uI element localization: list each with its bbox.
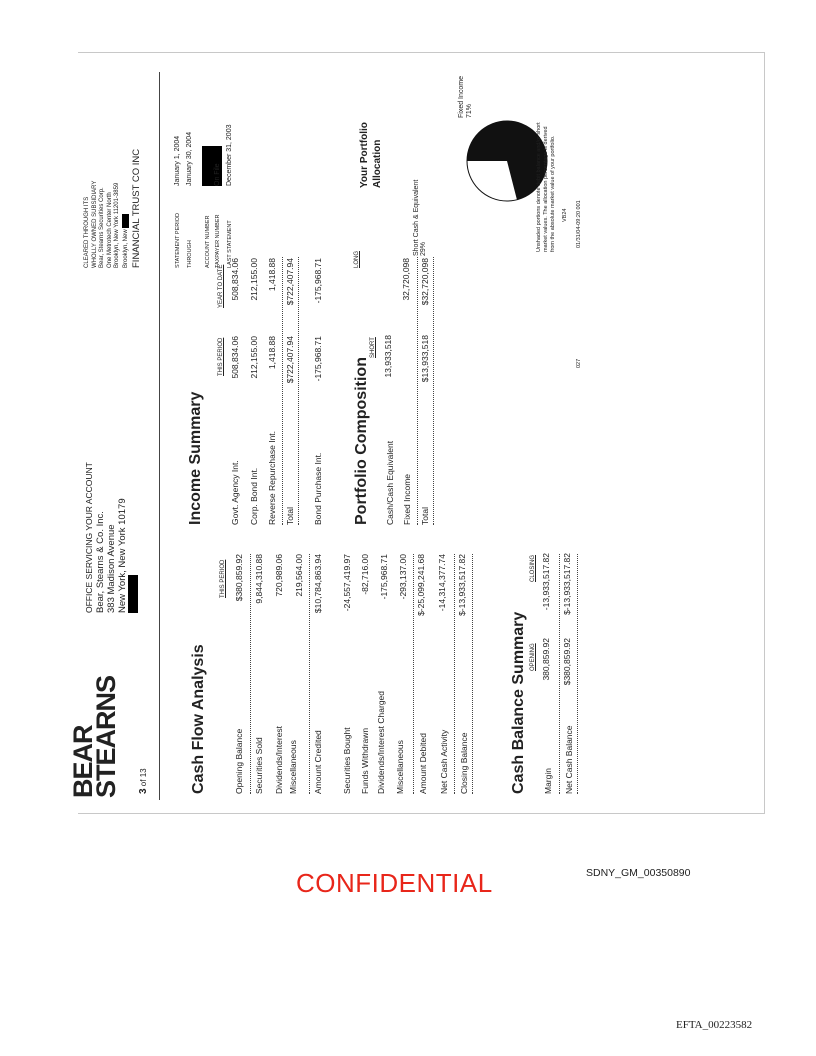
dotted-rule xyxy=(309,554,310,794)
cf-label-net: Net Cash Activity xyxy=(439,729,449,794)
note-line2: market values. The allocation percentage is derived xyxy=(543,126,549,252)
cb-closing-net: $-13,933,517.82 xyxy=(562,553,572,615)
page-number xyxy=(138,768,149,794)
cb-closing-margin: -13,933,517.82 xyxy=(541,553,551,611)
pc-label-fixed: Fixed Income xyxy=(402,473,412,525)
client-name: FINANCIAL TRUST CO INC xyxy=(131,148,143,268)
inc-ytd-total: $722,407.94 xyxy=(285,258,295,306)
redaction-bar xyxy=(128,575,138,613)
clearing-line3: Bear, Stearns Securities Corp. xyxy=(99,187,105,268)
cash-flow-col-header: THIS PERIOD xyxy=(220,559,226,598)
income-col-period: THIS PERIOD xyxy=(218,337,224,376)
inc-label-govt: Govt. Agency Int. xyxy=(230,460,240,525)
bates-number: SDNY_GM_00350890 xyxy=(586,867,691,879)
cf-value-opening: $380,859.92 xyxy=(234,554,244,602)
cf-label-sec-sold: Securities Sold xyxy=(254,737,264,794)
clearing-line1: CLEARED THROUGH ITS xyxy=(84,196,90,268)
legend-short xyxy=(413,180,427,256)
last-statement-label: LAST STATEMENT xyxy=(227,220,233,268)
cf-value-sec-sold: 9,844,310.88 xyxy=(254,554,264,604)
cb-opening-margin: 380,859.92 xyxy=(541,638,551,681)
dotted-rule xyxy=(298,257,299,525)
bear-stearns-logo xyxy=(68,675,121,798)
cf-label-sec-bought: Securities Bought xyxy=(342,727,352,794)
inc-label-repo: Reverse Repurchase Int. xyxy=(267,430,277,525)
clearing-line2: WHOLLY OWNED SUBSIDIARY xyxy=(91,180,98,268)
note-line1: Unshaded portions denote debit balance and/or short xyxy=(536,122,542,252)
inc-label-corp: Corp. Bond Int. xyxy=(249,467,259,525)
statement-info xyxy=(172,125,236,268)
pc-long-total: $32,720,098 xyxy=(420,258,430,306)
taxpayer-label: TAXPAYER NUMBER xyxy=(215,214,221,268)
office-line1: Bear, Stearns & Co. Inc. xyxy=(95,511,106,613)
cf-label-withdrawn: Funds Withdrawn xyxy=(360,727,370,794)
office-line3: New York, New York 10179 xyxy=(117,498,128,613)
inc-label-total: Total xyxy=(285,507,295,525)
allocation-title-line2: Allocation xyxy=(372,139,383,188)
legend-fixed-label: Fixed Income xyxy=(458,75,465,118)
pc-short-total: $13,933,518 xyxy=(420,335,430,383)
redaction-bar xyxy=(122,214,129,228)
through-value: January 30, 2004 xyxy=(186,131,193,186)
note-line3: from the absolute market value of your portfolio. xyxy=(550,135,556,252)
period-label: STATEMENT PERIOD xyxy=(175,212,181,268)
office-line2: 383 Madison Avenue xyxy=(106,524,117,613)
cb-opening-net: $380,859.92 xyxy=(562,638,572,686)
legend-fixed xyxy=(458,76,474,118)
allocation-code: VB24 xyxy=(562,208,568,222)
allocation-notes xyxy=(536,72,569,252)
inc-period-bond: -175,968.71 xyxy=(313,336,323,382)
confidential-stamp: CONFIDENTIAL xyxy=(296,868,493,898)
cf-value-credited: $10,784,863.94 xyxy=(313,554,323,614)
efta-number: EFTA_00223582 xyxy=(676,1019,753,1031)
dotted-rule xyxy=(433,257,434,525)
header-rule xyxy=(159,72,160,800)
cf-label-closing: Closing Balance xyxy=(459,732,469,794)
clearing-line5: Brooklyn, New York 11201-3859 xyxy=(114,182,120,268)
cash-balance-title: Cash Balance Summary xyxy=(510,611,527,794)
logo-line1: BEAR xyxy=(68,725,98,798)
dotted-rule xyxy=(559,554,560,794)
cb-col-opening: OPENING xyxy=(530,643,536,671)
cb-label-margin: Margin xyxy=(543,768,553,794)
pc-label-cash: Cash/Cash Equivalent xyxy=(385,440,395,525)
dotted-rule xyxy=(417,257,418,525)
inc-ytd-corp: 212,155.00 xyxy=(249,258,259,301)
cf-label-misc: Miscellaneous xyxy=(288,740,298,794)
inc-period-corp: 212,155.00 xyxy=(249,336,259,379)
cf-value-withdrawn: -82,716.00 xyxy=(360,554,370,595)
inc-ytd-repo: 1,418.88 xyxy=(267,258,277,292)
inc-period-govt: 508,834.06 xyxy=(230,336,240,379)
logo-line2: STEARNS xyxy=(91,675,121,798)
last-statement-value: December 31, 2003 xyxy=(226,124,233,186)
dotted-rule xyxy=(250,554,251,794)
portfolio-col-short: SHORT xyxy=(370,337,376,358)
cash-flow-title: Cash Flow Analysis xyxy=(190,644,207,794)
cf-label-div: Dividends/Interest xyxy=(274,725,284,794)
dotted-rule xyxy=(282,257,283,525)
footer-timestamp: 01/31/04-09:20 001 xyxy=(576,200,582,248)
period-value: January 1, 2004 xyxy=(174,135,181,186)
legend-short-pct: 29% xyxy=(420,241,427,256)
clearing-block xyxy=(84,149,141,268)
dotted-rule xyxy=(577,554,578,794)
cf-value-sec-bought: -24,557,419.97 xyxy=(342,554,352,612)
legend-fixed-pct: 71% xyxy=(466,103,473,118)
portfolio-col-long: LONG xyxy=(354,250,360,268)
income-col-ytd: YEAR TO DATE xyxy=(218,264,224,308)
inc-period-total: $722,407.94 xyxy=(285,336,295,384)
cf-label-credited: Amount Credited xyxy=(313,730,323,794)
inc-label-bond: Bond Purchase Int. xyxy=(313,452,323,525)
pc-label-total: Total xyxy=(420,507,430,525)
inc-period-repo: 1,418.88 xyxy=(267,336,277,370)
cf-label-misc2: Miscellaneous xyxy=(395,740,405,794)
inc-ytd-bond: -175,968.71 xyxy=(313,258,323,304)
dotted-rule xyxy=(413,554,414,794)
cf-value-closing: $-13,933,517.82 xyxy=(457,554,467,616)
cf-label-opening: Opening Balance xyxy=(234,728,244,794)
cf-value-misc: 219,564.00 xyxy=(294,554,304,597)
cf-value-net: -14,314,377.74 xyxy=(437,554,447,612)
office-label: OFFICE SERVICING YOUR ACCOUNT xyxy=(84,462,94,613)
cf-label-div-charged: Dividends/Interest Charged xyxy=(376,690,386,794)
dotted-rule xyxy=(454,554,455,794)
inc-ytd-govt: 508,834.06 xyxy=(230,258,240,301)
clearing-line4: One Metrotech Center North xyxy=(106,192,113,268)
cf-label-debited: Amount Debited xyxy=(418,733,428,794)
portfolio-title: Portfolio Composition xyxy=(353,357,370,525)
rotated-statement xyxy=(68,63,730,808)
allocation-title xyxy=(358,122,384,188)
cf-value-misc2: -293,137.00 xyxy=(398,554,408,600)
clearing-line6: Brooklyn, New xyxy=(122,229,129,268)
allocation-title-line1: Your Portfolio xyxy=(359,122,370,188)
income-title: Income Summary xyxy=(187,391,204,525)
page-of: of 13 xyxy=(139,768,148,787)
dotted-rule xyxy=(472,554,473,794)
account-label: ACCOUNT NUMBER xyxy=(205,215,211,268)
pc-long-fixed: 32,720,098 xyxy=(401,258,411,301)
taxpayer-value: On File xyxy=(214,163,221,186)
cf-value-div: 720,989.06 xyxy=(274,554,284,597)
pc-short-cash: 13,933,518 xyxy=(383,335,393,378)
through-label: THROUGH xyxy=(187,240,193,268)
office-block xyxy=(84,462,139,613)
page-current: 3 xyxy=(138,788,149,794)
cf-value-div-charged: -175,968.71 xyxy=(379,554,389,600)
footer-left-code: 027 xyxy=(576,358,582,368)
legend-short-label: Short Cash & Equivalent xyxy=(413,179,420,256)
cb-label-net: Net Cash Balance xyxy=(564,725,574,794)
cf-value-debited: $-25,099,241.68 xyxy=(416,554,426,616)
cb-col-closing: CLOSING xyxy=(530,554,536,582)
